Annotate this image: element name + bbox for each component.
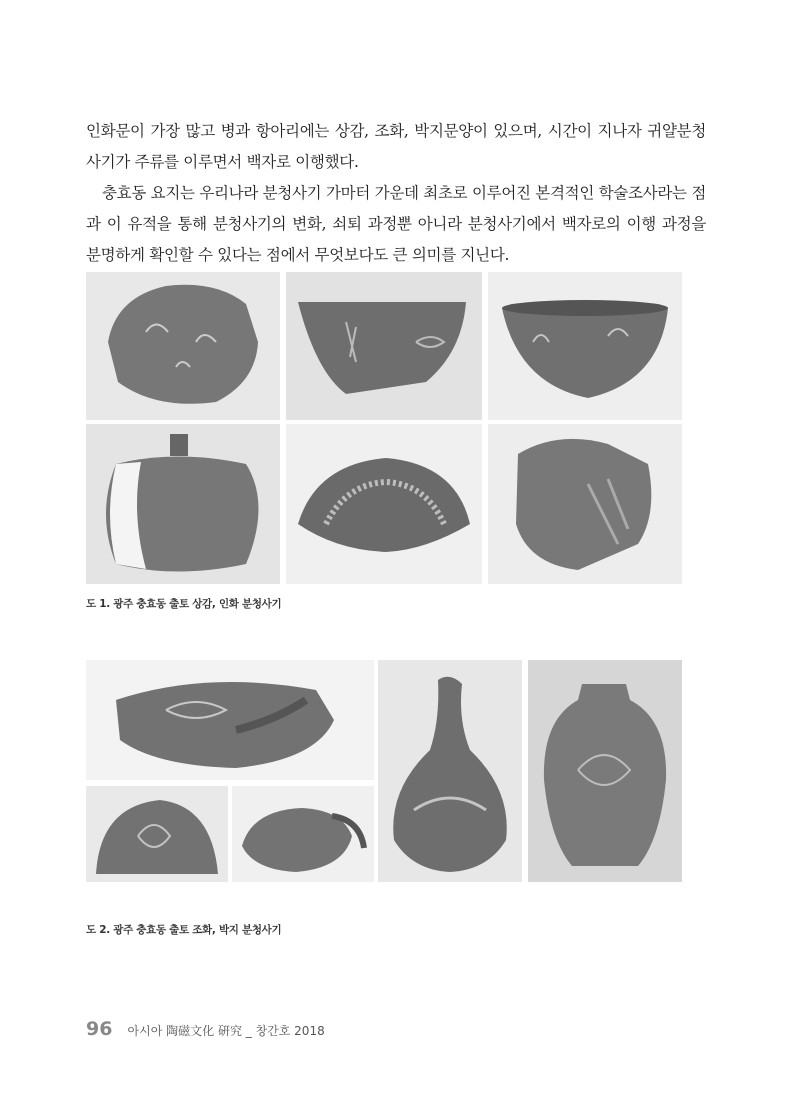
photo-jar-fragment bbox=[488, 424, 682, 584]
photo-bowl-fragment-fish bbox=[286, 272, 482, 420]
photo-dome-fragment bbox=[86, 786, 228, 882]
figure-2-caption: 도 2. 광주 충효동 출토 조화, 박지 분청사기 bbox=[86, 924, 282, 936]
figure-1-caption: 도 1. 광주 충효동 출토 상감, 인화 분청사기 bbox=[86, 598, 282, 610]
paragraph-1: 인화문이 가장 많고 병과 항아리에는 상감, 조화, 박지문양이 있으며, 시간이 지나자 귀얄분청사기가 주류를 이루면서 백자로 이행했다. bbox=[86, 122, 706, 171]
photo-flask-pieces bbox=[232, 786, 374, 882]
photo-peony-jar bbox=[528, 660, 682, 882]
photo-flask-fragment bbox=[86, 272, 280, 420]
photo-flat-bottle bbox=[86, 424, 280, 584]
photo-fish-bowl-fragment bbox=[86, 660, 374, 780]
photo-plate-fragment bbox=[286, 424, 482, 584]
body-text bbox=[86, 116, 706, 271]
page-number: 96 bbox=[86, 1018, 113, 1040]
journal-title: 아시아 陶磁文化 硏究 _ 창간호 2018 bbox=[127, 1024, 325, 1038]
photo-bowl-lotus bbox=[488, 272, 682, 420]
paragraph-2: 충효동 요지는 우리나라 분청사기 가마터 가운데 최초로 이루어진 본격적인 학술조사라는 점과 이 유적을 통해 분청사기의 변화, 쇠퇴 과정뿐 아니라 분청사기에서 백자로의 이행 과정을 분명하게 확인할 수 있다는 점에서 무엇보다도 큰 의미를 지닌다. bbox=[86, 184, 706, 264]
photo-pear-bottle bbox=[378, 660, 522, 882]
page-footer bbox=[86, 1018, 325, 1040]
